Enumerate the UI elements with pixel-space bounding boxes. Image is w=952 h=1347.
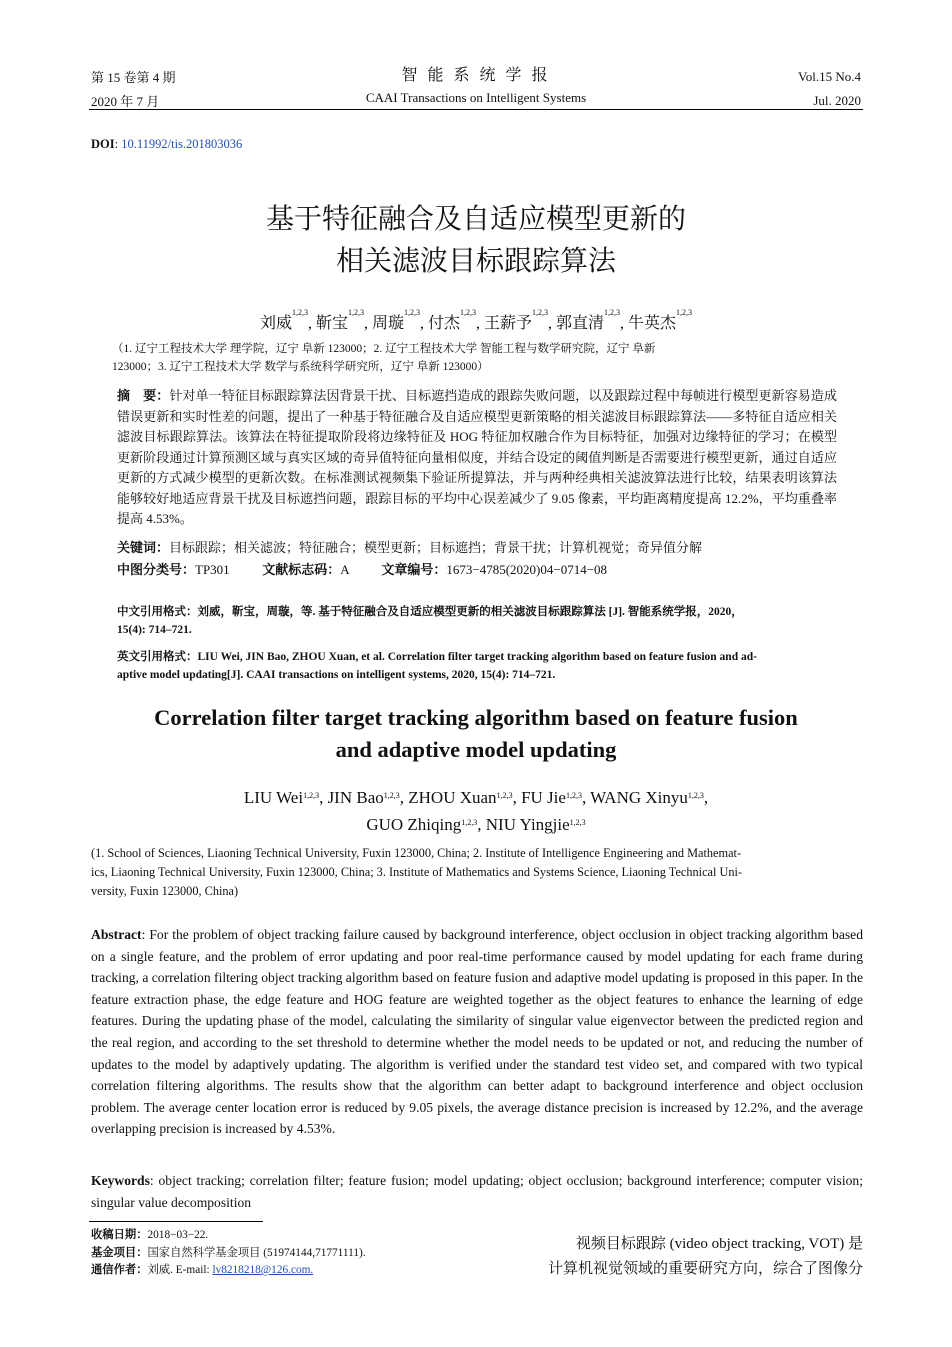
cn-abstract-text: 针对单一特征目标跟踪算法因背景干扰、目标遮挡造成的跟踪失败问题，以及跟踪过程中每帧进行模型更新容易造成错误更新和实时性差的问题，提出了一种基于特征融合及自适应模型更新策略的相关滤波目标跟踪算法——多特征自适应相关滤波目标跟踪算法。该算法在特征提取阶段将边缘特征及 HOG 特征加权融合作为目标特征，加强对边缘特征的学习；在模型更新阶段通过计算预测区域与真实区域的奇异值特征向量相似度，并结合设定的阈值判断是否需要进行模型更新，通过自适应更新的方式减少模型的更新次数。在标准测试视频集下验证所提算法，并与两种经典相关滤波算法进行比较，结果表明该算法能够较好地适应背景干扰及目标遮挡问题，跟踪目标的平均中心误差减少了 9.05 像素，平均距离精度提高 12.2%，平均重叠率提高 4.53%。 xyxy=(117,388,837,526)
publish-date-en: Jul. 2020 xyxy=(813,93,861,108)
header-rule xyxy=(89,109,863,110)
author-cn: 郭直清 xyxy=(556,315,605,332)
cn-abstract xyxy=(117,386,837,530)
cn-title-line2: 相关滤波目标跟踪算法 xyxy=(335,244,616,277)
author-cn: 付杰 xyxy=(427,315,460,332)
author-cn: 刘威 xyxy=(259,315,292,332)
author-en: JIN Bao xyxy=(327,788,384,807)
author-en: ZHOU Xuan xyxy=(408,788,497,807)
journal-name-en: CAAI Transactions on Intelligent Systems xyxy=(365,90,587,105)
author-cn: 靳宝 xyxy=(315,315,348,332)
intro-text: 视频目标跟踪 (video object tracking, VOT) 是 计算机视觉领域的重要研究方向，综合了图像分 xyxy=(547,1236,863,1277)
cn-authors: 刘威$^{1,2,3}$, 靳宝$^{1,2,3}$, 周璇$^{1,2,3}$, 付杰$^{1,2,3}$, 王薪予$^{1,2,3}$, 郭直清$^{1,2,3}$, 牛英杰$^{1,2,3}$ xyxy=(259,308,693,332)
author-en: FU Jie xyxy=(521,788,566,807)
en-keywords: Keywords: object tracking; correlation filter; feature fusion; model updating; object occlusion; background interference; computer vision; singular value decomposition xyxy=(91,1173,863,1210)
email-link[interactable]: lv8218218@126.com. xyxy=(212,1264,314,1276)
en-abstract: Abstract: For the problem of object tracking failure caused by background interference, object occlusion in object tracking algorithm based on a single feature, and the problem of error updating and poor real-time performance caused by model updating for each frame during tracking, a correlation filtering object tracking algorithm based on feature fusion and adaptive model updating is proposed in this paper. In the feature extraction phase, the edge feature and HOG feature are weighted together as the object features to enhance the learning of edge features. During the updating phase of the model, calculating the similarity of singular value eigenvector between the predicted region and the real region, and according to the set threshold to determine whether the model needs to be updated or not, and reducing the number of updates to the model by adaptively updating. The algorithm is verified under the standard test video set, and compared with two typical correlation filtering algorithms. The results show that the algorithm can better adapt to background interference and object occlusion problem. The average center location error is reduced by 9.05 pixels, the average distance precision is increased by 12.2%, and the average overlapping precision is increased by 4.53%. xyxy=(91,927,863,1137)
cn-abstract-label: 摘 要： xyxy=(117,388,170,403)
publish-date-cn: 2020 年 7 月 xyxy=(91,94,160,109)
cn-affiliation: （1. 辽宁工程技术大学 理学院，辽宁 阜新 123000；2. 辽宁工程技术大学 智能工程与数学研究院，辽宁 阜新 123000；3. 辽宁工程技术大学 数学与系统科学研究所，辽宁 阜新 123000） xyxy=(112,343,656,373)
cn-title-line1: 基于特征融合及自适应模型更新的 xyxy=(265,202,686,235)
cn-title xyxy=(0,198,952,282)
author-cn: 王薪予 xyxy=(484,315,533,332)
en-authors: LIU Wei$^{1,2,3}$, JIN Bao$^{1,2,3}$, ZHOU Xuan$^{1,2,3}$, FU Jie$^{1,2,3}$, WANG Xinyu$^{1,2,3}$, GUO Zhiqing$^{1,2,3}$, NIU Yingjie$^{1,2,3}$ xyxy=(243,788,709,834)
journal-name-cn: 智 能 系 统 学 报 xyxy=(401,67,551,84)
en-title: Correlation filter target tracking algorithm based on feature fusion and adaptive model updating xyxy=(154,705,798,762)
cite-cn: 中文引用格式：刘威，靳宝，周璇，等. 基于特征融合及自适应模型更新的相关滤波目标跟踪算法 [J]. 智能系统学报，2020， 15(4): 714–721. xyxy=(117,606,743,636)
doi: DOI: 10.11992/tis.201803036 xyxy=(91,137,243,151)
author-cn: 牛英杰 xyxy=(628,315,677,332)
classification: 中图分类号：TP301 文献标志码：A 文章编号：1673−4785(2020)04−0714−08 xyxy=(117,562,608,577)
doi-label: DOI xyxy=(91,137,115,151)
cn-keywords: 关键词：目标跟踪；相关滤波；特征融合；模型更新；目标遮挡；背景干扰；计算机视觉；奇异值分解 xyxy=(117,540,703,555)
doi-link[interactable]: 10.11992/tis.201803036 xyxy=(121,137,243,151)
author-cn: 周璇 xyxy=(371,315,404,332)
footnote-rule xyxy=(89,1221,263,1222)
en-affiliation: (1. School of Sciences, Liaoning Technical University, Fuxin 123000, China; 2. Institute of Intelligence Engineering and Mathemat- ics, Liaoning Technical University, Fuxin 123000, China; 3. Institute of Mathematics and Systems Science, Liaoning Technical Uni- versity, Fuxin 123000, China) xyxy=(91,846,743,898)
author-en: LIU Wei xyxy=(243,788,304,807)
footnotes: 收稿日期：2018−03−22. 基金项目：国家自然科学基金项目 (51974144,71771111). 通信作者：刘威. E-mail: lv8218218@126.com. xyxy=(91,1229,366,1276)
author-en: NIU Yingjie xyxy=(485,815,570,834)
volume-issue: 第 15 卷第 4 期 xyxy=(91,70,176,85)
author-en: GUO Zhiqing xyxy=(366,815,462,834)
cite-en: 英文引用格式：LIU Wei, JIN Bao, ZHOU Xuan, et al. Correlation filter target tracking algorithm based on feature fusion and ad- aptive model updating[J]. CAAI transactions on intelligent systems, 2020, 15(4): 714–721. xyxy=(117,651,757,681)
volume-issue-en: Vol.15 No.4 xyxy=(798,69,861,84)
author-en: WANG Xinyu xyxy=(590,788,688,807)
